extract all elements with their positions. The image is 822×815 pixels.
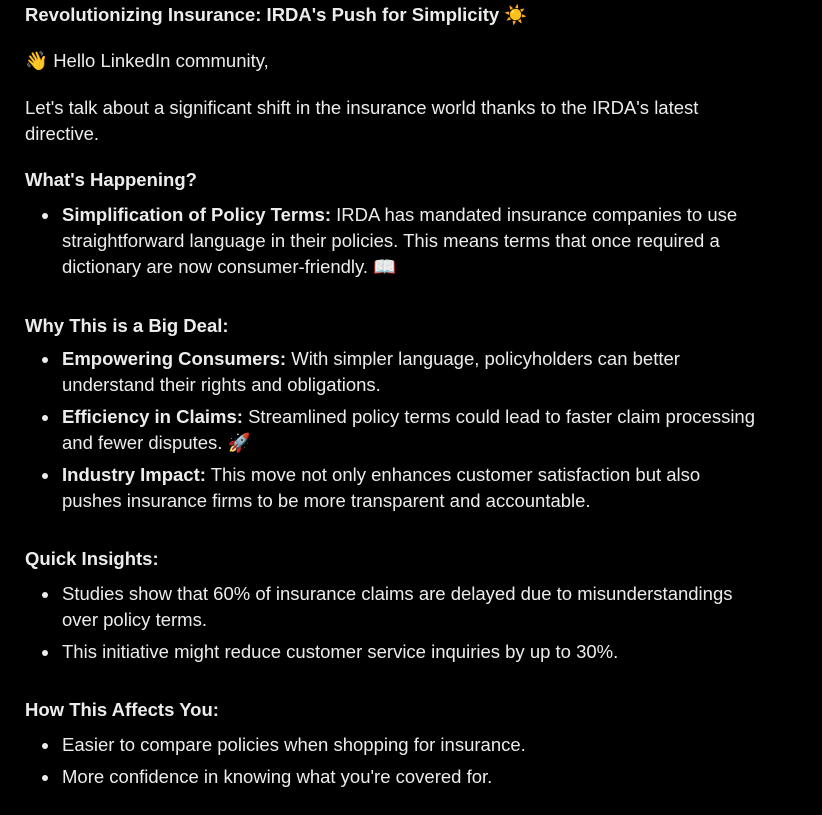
section-heading-big-deal: Why This is a Big Deal: xyxy=(25,315,229,336)
list-how-this-affects-you xyxy=(25,732,762,796)
sun-icon: ☀️ xyxy=(504,4,528,25)
list-item: This initiative might reduce customer service inquiries by up to 30%. xyxy=(62,639,762,665)
post-title: Revolutionizing Insurance: IRDA's Push for Simplicity ☀️ xyxy=(25,4,528,25)
list-item: Easier to compare policies when shopping for insurance. xyxy=(62,732,762,758)
rocket-icon: 🚀 xyxy=(227,432,251,453)
section-heading-quick-insights: Quick Insights: xyxy=(25,548,159,569)
book-icon: 📖 xyxy=(373,256,397,277)
list-big-deal xyxy=(25,346,762,520)
section-heading-how-this-affects-you: How This Affects You: xyxy=(25,699,219,720)
list-item: Empowering Consumers: With simpler language, policyholders can better understand their rights and obligations. xyxy=(62,346,762,398)
list-item: Studies show that 60% of insurance claims are delayed due to misunderstandings over policy terms. xyxy=(62,581,762,633)
list-item: Industry Impact: This move not only enhances customer satisfaction but also pushes insurance firms to be more transparent and accountable. xyxy=(62,462,762,514)
list-item: More confidence in knowing what you're covered for. xyxy=(62,764,762,790)
section-heading-whats-happening: What's Happening? xyxy=(25,169,197,190)
waving-hand-icon: 👋 xyxy=(25,50,49,71)
list-whats-happening xyxy=(25,202,762,286)
intro-paragraph: Let's talk about a significant shift in the insurance world thanks to the IRDA's latest directive. xyxy=(25,97,699,144)
list-item: Simplification of Policy Terms: IRDA has mandated insurance companies to use straightforward language in their policies. This means terms that once required a dictionary are now consumer-friendly. 📖 xyxy=(62,202,762,280)
list-item: Efficiency in Claims: Streamlined policy terms could lead to faster claim processing and fewer disputes. 🚀 xyxy=(62,404,762,456)
greeting: 👋 Hello LinkedIn community, xyxy=(25,50,269,71)
list-quick-insights xyxy=(25,581,762,671)
